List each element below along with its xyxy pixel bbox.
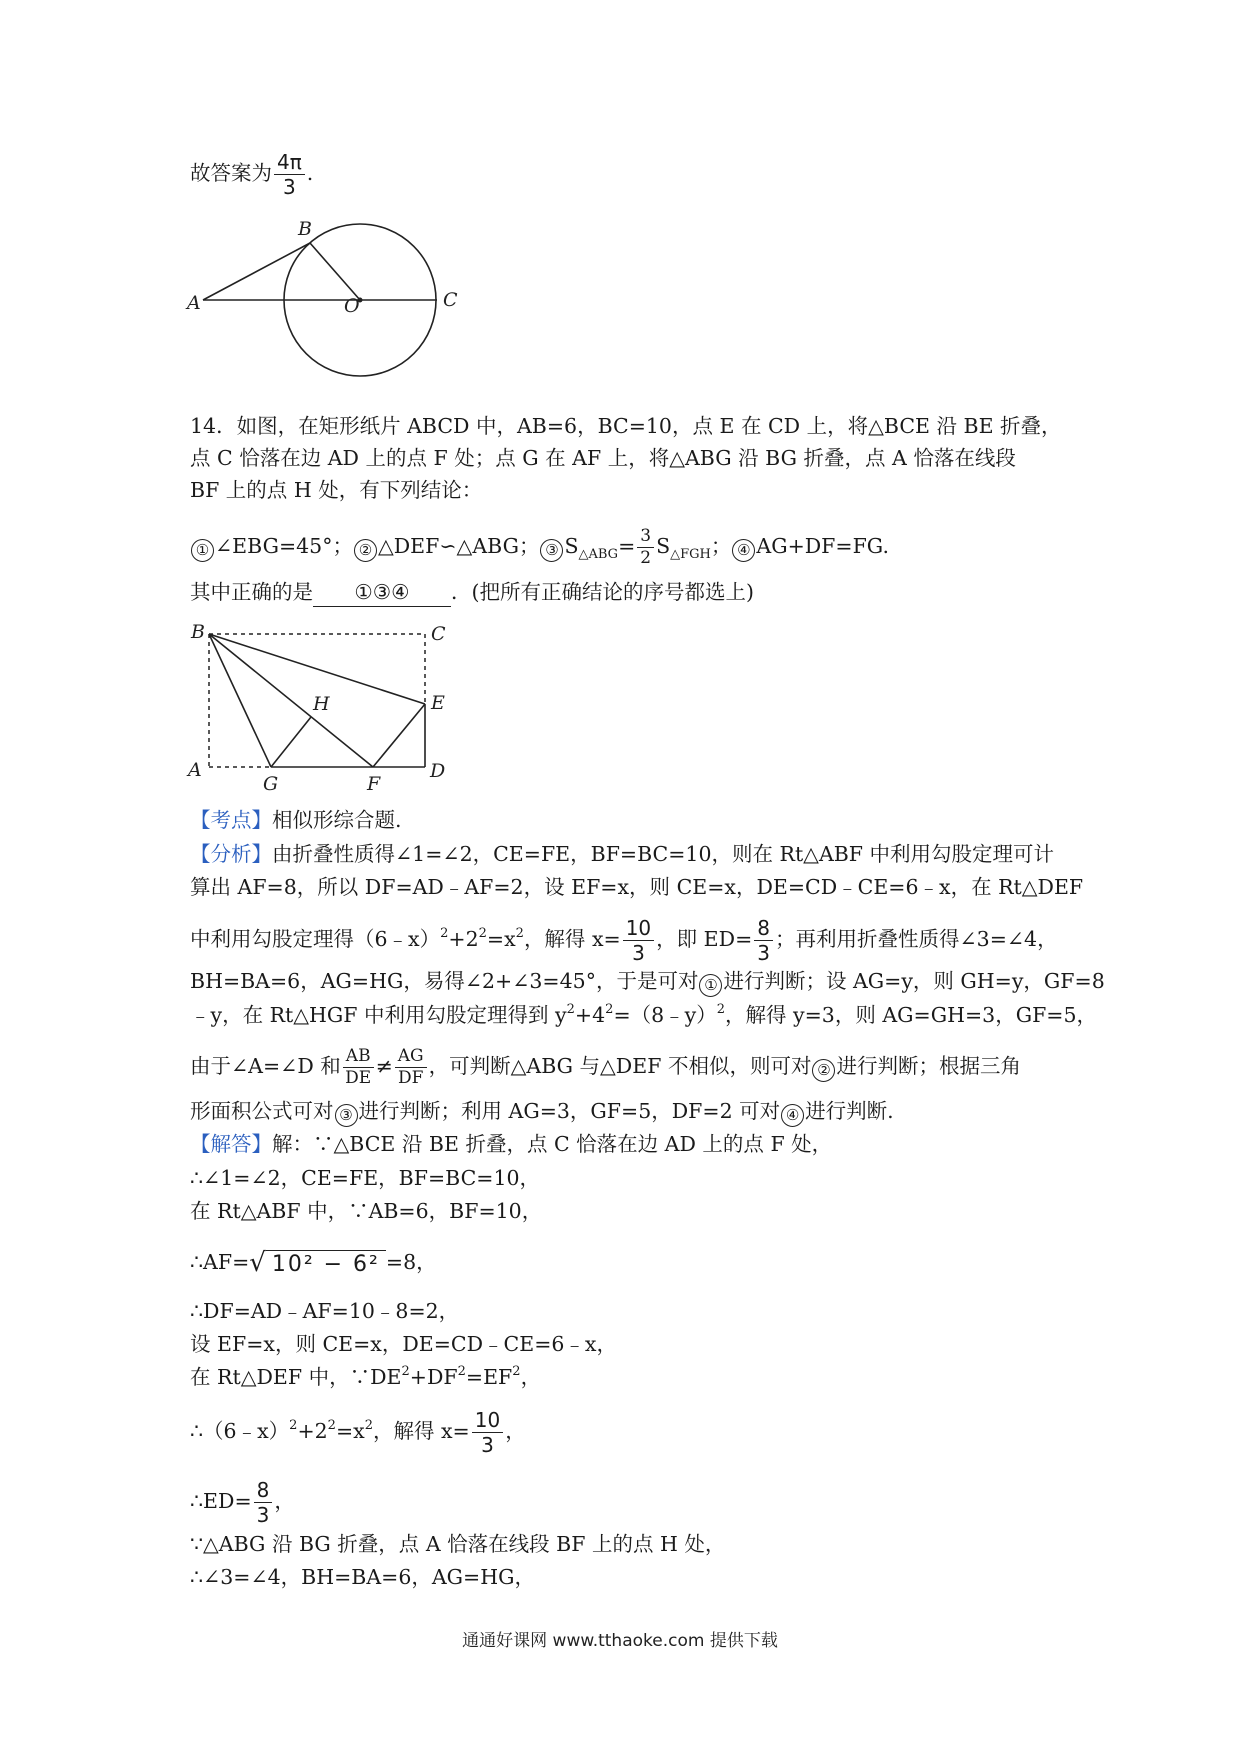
jieda-line6: 设 EF=x，则 CE=x，DE=CD﹣CE=6﹣x， xyxy=(190,1332,617,1356)
label-c: C xyxy=(443,289,458,311)
fraction: $\frac{8}{3}$ xyxy=(254,1480,273,1525)
figure-circle-tangent xyxy=(185,215,465,385)
fenxi-line4: BH=BA=6，AG=HG，易得∠2+∠3=45°，于是可对 ① 进行判断；设 AG=y，则 GH=y，GF=8 xyxy=(190,967,1105,997)
fraction: $\frac{4\pi}{3}$ xyxy=(274,152,305,197)
fraction: $\frac{3}{2}$ xyxy=(637,528,654,567)
answer-line-14: 其中正确的是 ①③④ ．(把所有正确结论的序号都选上) xyxy=(190,578,754,607)
fraction: $\frac{8}{3}$ xyxy=(754,918,773,963)
fraction: $\frac{10}{3}$ xyxy=(472,1410,503,1455)
label-c: C xyxy=(431,623,446,645)
fenxi-line1: 【分析】由折叠性质得∠1=∠2，CE=FE，BF=BC=10，则在 Rt△ABF 中利用勾股定理可计 xyxy=(190,842,1055,866)
fenxi-line6: 由于∠A=∠D 和 $\frac{AB}{DE}$ ≠ $\frac{AG}{DF}$ ，可判断△ABG 与△DEF 不相似，则可对 ② 进行判断；根据三角 xyxy=(190,1046,1021,1088)
q14-line1: 14．如图，在矩形纸片 ABCD 中，AB=6，BC=10，点 E 在 CD 上，将△BCE 沿 BE 折叠， xyxy=(190,414,1062,438)
label-g: G xyxy=(263,773,279,795)
page-footer: 通通好课网 www.tthaoke.com 提供下载 xyxy=(462,1631,778,1651)
label-f: F xyxy=(367,773,381,795)
label-b: B xyxy=(191,621,205,643)
label-a: A xyxy=(188,759,202,781)
label-h: H xyxy=(313,693,330,715)
jieda-line2: ∴∠1=∠2，CE=FE，BF=BC=10， xyxy=(190,1166,541,1190)
conclusions-line: ① ∠EBG=45°； ② △DEF∽△ABG； ③ $S_{\triangle ABG}=$ $\frac{3}{2}$ $S_{\triangle FGH}$； ④ AG+DF=FG. xyxy=(190,528,889,567)
fenxi-line3: 中利用勾股定理得$(6﹣x)^2+2^2=x^2$，解得 x= $\frac{10}{3}$ ，即 ED= $\frac{8}{3}$ ；再利用折叠性质得∠3=∠4， xyxy=(190,916,1058,965)
tangent-ab xyxy=(203,243,310,300)
jieda-line3: 在 Rt△ABF 中，∵AB=6，BF=10， xyxy=(190,1199,543,1223)
jieda-line5: ∴DF=AD﹣AF=10﹣8=2， xyxy=(190,1299,460,1323)
jieda-line9: ∴ED= $\frac{8}{3}$ ， xyxy=(190,1478,295,1527)
square-root: √ 10² − 6² xyxy=(249,1249,386,1279)
answer-line-13: 故答案为 $\frac{4\pi}{3}$ . xyxy=(190,150,314,199)
segment-bg xyxy=(209,634,271,767)
radius-ob xyxy=(310,243,360,300)
segment-fe xyxy=(373,704,425,767)
fraction: $\frac{AG}{DF}$ xyxy=(395,1048,427,1087)
fraction: $\frac{10}{3}$ xyxy=(623,918,654,963)
answer-blank: ①③④ xyxy=(313,578,451,607)
q14-line3: BF 上的点 H 处，有下列结论： xyxy=(190,478,483,502)
label-b: B xyxy=(298,218,312,240)
kaodian-line: 【考点】相似形综合题. xyxy=(190,808,402,832)
jieda-line1: 【解答】解：∵△BCE 沿 BE 折叠，点 C 恰落在边 AD 上的点 F 处， xyxy=(190,1132,833,1156)
segment-bf xyxy=(209,634,373,767)
jieda-line7: 在 Rt△DEF 中，$\because DE^2+DF^2=EF^2$， xyxy=(190,1364,542,1389)
fenxi-line2: 算出 AF=8，所以 DF=AD﹣AF=2，设 EF=x，则 CE=x，DE=CD﹣CE=6﹣x，在 Rt△DEF xyxy=(190,875,1084,899)
fenxi-line5: ﹣y，在 Rt△HGF 中利用勾股定理得到 $y^2+4^2=(8﹣y)^2$，解得 y=3，则 AG=GH=3，GF=5， xyxy=(190,1002,1098,1027)
fenxi-line7: 形面积公式可对 ③ 进行判断；利用 AG=3，GF=5，DF=2 可对 ④ 进行判断. xyxy=(190,1097,894,1127)
label-d: D xyxy=(430,760,446,782)
q14-line2: 点 C 恰落在边 AD 上的点 F 处；点 G 在 AF 上，将△ABG 沿 BG 折叠，点 A 恰落在线段 xyxy=(190,446,1016,470)
fraction: $\frac{AB}{DE}$ xyxy=(343,1048,374,1087)
label-e: E xyxy=(431,692,445,714)
jieda-line10: ∵△ABG 沿 BG 折叠，点 A 恰落在线段 BF 上的点 H 处， xyxy=(190,1532,726,1556)
segment-gh xyxy=(271,717,311,767)
jieda-line11: ∴∠3=∠4，BH=BA=6，AG=HG， xyxy=(190,1565,535,1589)
label-a: A xyxy=(187,292,201,314)
jieda-line4: ∴AF=√ 10² − 6² =8， xyxy=(190,1247,437,1278)
label-o: O xyxy=(344,295,360,317)
jieda-line8: $\therefore(6﹣x)^2+2^2=x^2$，解得 x= $\frac{10}{3}$ ， xyxy=(190,1408,526,1457)
figure-rectangle-fold xyxy=(185,620,455,795)
